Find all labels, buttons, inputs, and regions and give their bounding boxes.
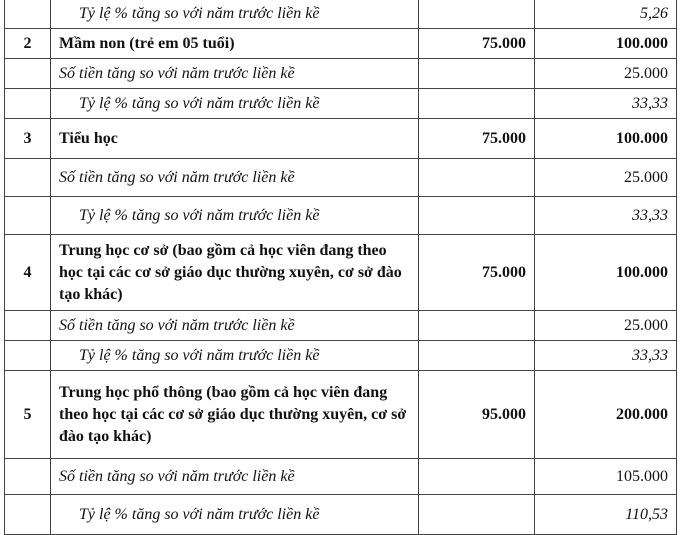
row-number: 5: [5, 371, 51, 459]
row-label: Tỷ lệ % tăng so với năm trước liền kề: [51, 0, 419, 29]
row-number: [5, 311, 51, 341]
table-row: [5, 311, 677, 341]
row-label: Số tiền tăng so với năm trước liền kề: [51, 59, 419, 89]
row-value-previous: [419, 341, 535, 371]
row-label: Tỷ lệ % tăng so với năm trước liền kề: [51, 495, 419, 535]
table-row: [5, 59, 677, 89]
row-value-current: 105.000: [535, 459, 677, 495]
table-row: [5, 235, 677, 311]
row-value-previous: 75.000: [419, 29, 535, 59]
table-row: [5, 0, 677, 29]
row-label: Tỷ lệ % tăng so với năm trước liền kề: [51, 341, 419, 371]
table-row: [5, 197, 677, 235]
row-value-previous: 75.000: [419, 235, 535, 311]
row-number: [5, 59, 51, 89]
table-row: [5, 495, 677, 535]
row-number: [5, 197, 51, 235]
row-label: Tỷ lệ % tăng so với năm trước liền kề: [51, 89, 419, 119]
row-number: 4: [5, 235, 51, 311]
row-label: Trung học phổ thông (bao gồm cả học viên đang theo học tại các cơ sở giáo dục thường xuyên, cơ sở đào tạo khác): [51, 371, 419, 459]
row-value-previous: [419, 159, 535, 197]
row-number: 2: [5, 29, 51, 59]
row-number: [5, 459, 51, 495]
row-label: Trung học cơ sở (bao gồm cả học viên đang theo học tại các cơ sở giáo dục thường xuyên, cơ sở đào tạo khác): [51, 235, 419, 311]
row-label: Tiểu học: [51, 119, 419, 159]
row-value-previous: [419, 197, 535, 235]
row-value-previous: [419, 0, 535, 29]
table-row: [5, 29, 677, 59]
row-value-previous: [419, 495, 535, 535]
table-row: [5, 341, 677, 371]
row-value-previous: [419, 89, 535, 119]
row-label: Số tiền tăng so với năm trước liền kề: [51, 159, 419, 197]
row-number: [5, 495, 51, 535]
row-value-previous: [419, 311, 535, 341]
table-row: [5, 371, 677, 459]
row-number: [5, 341, 51, 371]
row-value-current: 200.000: [535, 371, 677, 459]
row-number: [5, 159, 51, 197]
row-value-previous: [419, 59, 535, 89]
row-value-previous: 75.000: [419, 119, 535, 159]
row-value-current: 110,53: [535, 495, 677, 535]
row-number: [5, 89, 51, 119]
row-label: Mầm non (trẻ em 05 tuổi): [51, 29, 419, 59]
table-row: [5, 459, 677, 495]
row-number: 3: [5, 119, 51, 159]
row-value-previous: [419, 459, 535, 495]
row-value-current: 33,33: [535, 89, 677, 119]
row-value-current: 33,33: [535, 341, 677, 371]
row-label: Tỷ lệ % tăng so với năm trước liền kề: [51, 197, 419, 235]
row-number: [5, 0, 51, 29]
row-value-current: 25.000: [535, 59, 677, 89]
row-value-current: 100.000: [535, 29, 677, 59]
row-value-current: 33,33: [535, 197, 677, 235]
table-row: [5, 89, 677, 119]
row-label: Số tiền tăng so với năm trước liền kề: [51, 311, 419, 341]
table-row: [5, 119, 677, 159]
row-value-current: 100.000: [535, 235, 677, 311]
row-value-current: 25.000: [535, 311, 677, 341]
table-row: [5, 159, 677, 197]
row-value-current: 5,26: [535, 0, 677, 29]
fee-table: [4, 0, 677, 535]
row-value-current: 25.000: [535, 159, 677, 197]
row-label: Số tiền tăng so với năm trước liền kề: [51, 459, 419, 495]
row-value-current: 100.000: [535, 119, 677, 159]
row-value-previous: 95.000: [419, 371, 535, 459]
